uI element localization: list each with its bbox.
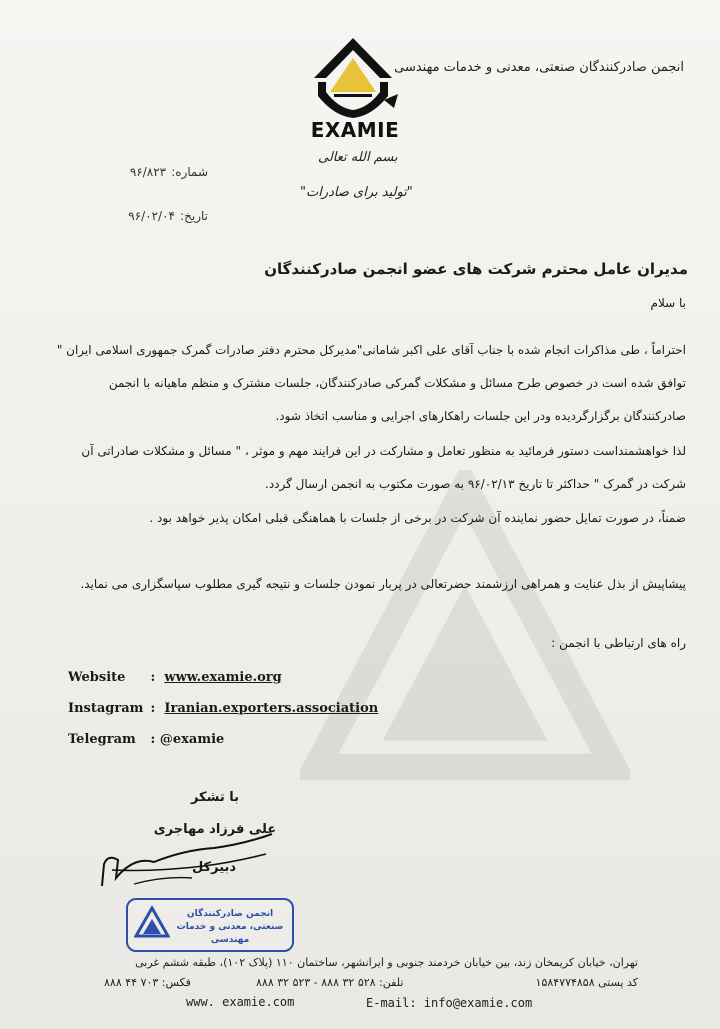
instagram-link[interactable]: Iranian.exporters.association: [164, 701, 379, 716]
stamp-text: انجمن صادرکنندگان صنعتی، معدنی و خدمات مهندسی: [176, 909, 284, 945]
separator: :: [150, 670, 156, 685]
date-label: تاریخ:: [180, 209, 208, 223]
body-line: لذا خواهشمنداست دستور فرمائید به منظور تعامل و مشارکت در این فرایند مهم و موثر ، " مسائل و مشکلات صادراتی آن: [81, 444, 686, 458]
body-line: ضمناً، در صورت تمایل حضور نماینده آن شرکت در برخی از جلسات با هماهنگی قبلی امکان پذیر خواهد بود .: [149, 511, 686, 525]
footer-phone: تلفن: ۵۲۸ ۳۲ ۸۸۸ - ۵۲۳ ۳۲ ۸۸۸: [256, 976, 404, 989]
examie-logo: [304, 34, 402, 124]
greeting: با سلام: [650, 296, 686, 310]
signature-scribble: [94, 826, 284, 896]
letter-date: [88, 205, 208, 224]
brand-name: EXAMIE: [310, 118, 400, 142]
footer-email[interactable]: E-mail: info@examie.com: [366, 996, 533, 1010]
closing-thanks: با تشکر: [190, 790, 240, 805]
footer-fax: فکس: ۷۰۳ ۴۴ ۸۸۸: [104, 976, 191, 989]
letter-number: [96, 161, 208, 180]
body-line: شرکت در گمرک " حداکثر تا تاریخ ۹۶/۰۲/۱۳ به صورت مکتوب به انجمن ارسال گردد.: [265, 477, 686, 491]
signer-title: دبیرکل: [191, 860, 237, 875]
body-line: پیشاپیش از بذل عنایت و همراهی ارزشمند حضرتعالی در پربار نمودن جلسات و نتیجه گیری مطلوب سپاسگزاری می نماید.: [80, 577, 686, 591]
body-line: توافق شده است در خصوص طرح مسائل و مشکلات گمرکی صادرکنندگان، جلسات مشترک و منظم ماهیانه با انجمن: [108, 376, 686, 390]
website-link[interactable]: www.examie.org: [164, 670, 282, 685]
telegram-label: Telegram: [68, 732, 136, 747]
website-label: Website: [68, 670, 126, 685]
date-value: ۹۶/۰۲/۰۴: [128, 209, 175, 223]
contact-telegram: [68, 732, 224, 747]
footer-postal: کد پستی ۱۵۸۴۷۷۴۸۵۸: [535, 976, 638, 989]
org-stamp: [126, 898, 294, 952]
number-value: ۹۶/۸۲۳: [129, 165, 167, 179]
instagram-label: Instagram: [68, 701, 144, 716]
telegram-handle[interactable]: @examie: [159, 732, 225, 747]
slogan: "تولید برای صادرات": [300, 185, 413, 200]
contacts-heading: راه های ارتباطی با انجمن :: [551, 636, 686, 650]
footer-website[interactable]: www. examie.com: [186, 995, 295, 1009]
signer-name: علی فرزاد مهاجری: [153, 822, 277, 837]
stamp-logo-icon: [134, 906, 170, 940]
separator: :: [150, 701, 156, 716]
number-label: شماره:: [171, 165, 208, 179]
recipient: مدیران عامل محترم شرکت های عضو انجمن صادرکنندگان: [264, 260, 688, 278]
separator: :: [150, 732, 156, 747]
body-line: احتراماً ، طی مذاکرات انجام شده با جناب آقای علی اکبر شامانی"مدیرکل محترم دفتر صادرات گمرک جمهوری اسلامی ایران ": [56, 343, 686, 357]
org-name: انجمن صادرکنندگان صنعتی، معدنی و خدمات مهندسی: [394, 60, 684, 75]
body-line: صادرکنندگان برگزارگردیده ودر این جلسات راهکارهای اجرایی و مناسب اتخاذ شود.: [275, 409, 686, 423]
contact-instagram: [68, 701, 378, 716]
contact-website: [68, 670, 282, 685]
bismillah: بسم الله تعالی: [318, 150, 398, 165]
footer-address: تهران، خیابان کریمخان زند، بین خیابان خردمند جنوبی و ایرانشهر، ساختمان ۱۱۰ (پلاک ۱۰۲)، طبقه ششم غربی: [135, 956, 638, 969]
